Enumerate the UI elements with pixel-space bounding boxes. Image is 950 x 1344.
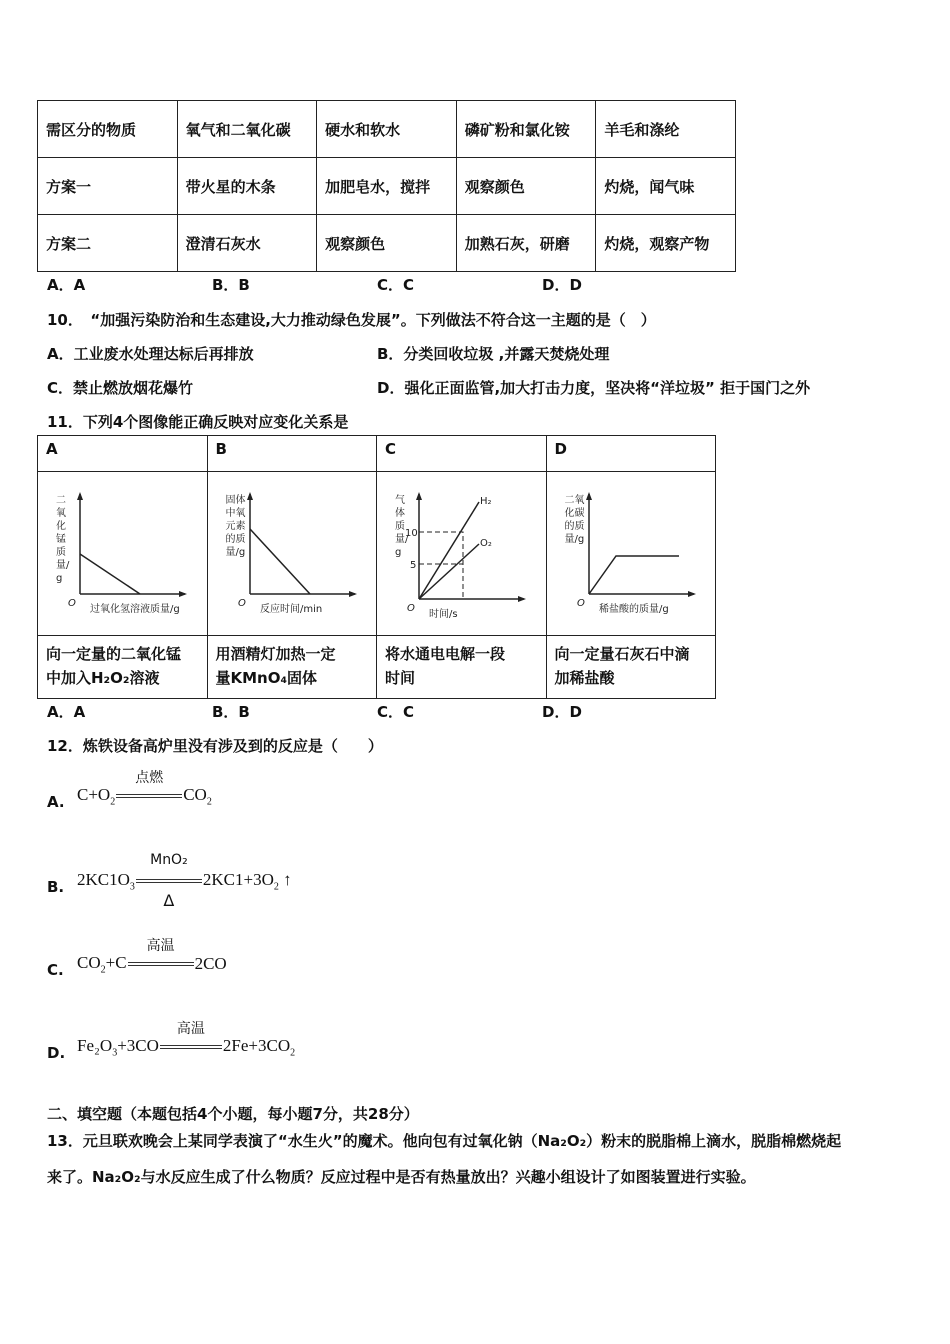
q9-option-a: A．A — [47, 276, 86, 294]
y-tick: 10 — [405, 528, 418, 539]
chart-cell — [377, 472, 547, 636]
chart-cell — [207, 472, 377, 636]
reactants — [77, 870, 135, 892]
q11-option-a: A．A — [47, 703, 86, 721]
table-cell: 方案二 — [38, 215, 178, 272]
data-line — [250, 529, 310, 594]
reaction-arrow — [160, 1021, 222, 1057]
reactants — [77, 1036, 159, 1058]
series-label-h2: H₂ — [480, 496, 492, 507]
reaction-condition: 点燃 — [135, 770, 164, 787]
equals-sign — [136, 879, 202, 883]
chart-description — [38, 636, 208, 699]
table-row — [38, 158, 736, 215]
q12-option-b-label: B. — [47, 878, 65, 896]
q12-option-a-label: A. — [47, 793, 65, 811]
y-tick: 5 — [410, 560, 417, 571]
x-axis-label: 稀盐酸的质量/g — [598, 604, 669, 615]
product-text: 2KC1+3O — [202, 870, 274, 889]
q9-option-d: D．D — [542, 276, 582, 294]
equals-sign — [160, 1045, 222, 1049]
reaction-arrow — [116, 770, 182, 806]
table-cell: 磷矿粉和氯化铵 — [456, 101, 596, 158]
table-cell: 带火星的木条 — [177, 158, 317, 215]
q12-stem: 12．炼铁设备高炉里没有涉及到的反应是（ ） — [47, 737, 383, 755]
q13-line-1: 13．元旦联欢晚会上某同学表演了“水生火”的魔术。他向包有过氧化钠（Na₂O₂）粉末的脱脂棉上滴水，脱脂棉燃烧起 — [47, 1132, 842, 1150]
reaction-condition-bottom: Δ — [163, 891, 175, 911]
table-cell: 氧气和二氧化碳 — [177, 101, 317, 158]
q10-option-c: C．禁止燃放烟花爆竹 — [47, 379, 194, 397]
q11-stem: 11．下列4个图像能正确反映对应变化关系是 — [47, 413, 349, 431]
chart-cell — [546, 472, 716, 636]
arrow-heads — [586, 492, 696, 597]
equation-a — [77, 770, 212, 808]
reactant-text: +C — [105, 953, 127, 972]
axes — [589, 494, 694, 594]
arrow-heads — [77, 492, 187, 597]
reaction-arrow — [136, 852, 202, 911]
subscript: 3 — [112, 1047, 118, 1059]
subscript: 2 — [273, 881, 279, 893]
table-cell: 观察颜色 — [317, 215, 457, 272]
q11-table — [37, 435, 716, 699]
origin-label: O — [237, 598, 246, 609]
chart-wrapper — [40, 474, 200, 632]
product-text: 2CO — [194, 954, 227, 974]
origin-label: O — [68, 598, 76, 609]
q10-option-a: A．工业废水处理达标后再排放 — [47, 345, 254, 363]
table-cell: 羊毛和涤纶 — [596, 101, 736, 158]
description-line: 量KMnO₄固体 — [215, 669, 318, 687]
axes — [250, 494, 355, 594]
subscript: 3 — [129, 881, 135, 893]
table-cell: 需区分的物质 — [38, 101, 178, 158]
chart-wrapper — [549, 474, 709, 632]
products — [203, 870, 292, 892]
reactants — [77, 953, 127, 975]
reactant-text: +3CO — [117, 1036, 159, 1055]
data-line — [80, 554, 140, 594]
table-cell: 硬水和软水 — [317, 101, 457, 158]
y-axis-label: 固体中氧元素的质量/g — [225, 495, 246, 558]
table-cell: 灼烧，闻气味 — [596, 158, 736, 215]
chart-header-c: C — [377, 436, 547, 472]
chart-description — [546, 636, 716, 699]
reactant-text: Fe₂O — [77, 1036, 113, 1055]
subscript: 2 — [110, 796, 116, 808]
table-row — [38, 101, 736, 158]
products — [183, 785, 212, 807]
q11-option-b: B．B — [212, 703, 250, 721]
equation-d — [77, 1021, 296, 1059]
table-cell: 加肥皂水，搅拌 — [317, 158, 457, 215]
chart-header-a: A — [38, 436, 208, 472]
q9-option-b: B．B — [212, 276, 250, 294]
chart-description — [377, 636, 547, 699]
data-line — [589, 556, 679, 594]
description-line: 中加入H₂O₂溶液 — [46, 669, 160, 687]
chart-wrapper — [210, 474, 370, 632]
reaction-condition: 高温 — [146, 938, 175, 955]
q9-option-c: C．C — [377, 276, 415, 294]
x-axis-label: 反应时间/min — [259, 604, 322, 615]
q12-option-d-label: D. — [47, 1044, 66, 1062]
reaction-arrow — [128, 938, 194, 974]
description-line: 将水通电电解一段 — [385, 645, 506, 663]
origin-label: O — [576, 598, 585, 609]
table-cell: 方案一 — [38, 158, 178, 215]
product-text: 2Fe+3CO — [222, 1036, 291, 1055]
q10-option-d: D．强化正面监管,加大打击力度，坚决将“洋垃圾” 拒于国门之外 — [377, 379, 811, 397]
gas-arrow: ↑ — [278, 870, 292, 889]
origin-label: O — [407, 603, 415, 614]
q10-stem: 10． “加强污染防治和生态建设,大力推动绿色发展”。下列做法不符合这一主题的是（ ） — [47, 311, 656, 329]
table-cell: 澄清石灰水 — [177, 215, 317, 272]
x-axis-label: 时间/s — [429, 609, 458, 620]
subscript: 2 — [206, 796, 212, 808]
product-text: CO — [183, 785, 207, 804]
section-2-heading: 二、填空题（本题包括4个小题，每小题7分，共28分） — [47, 1105, 419, 1123]
reactants — [77, 785, 115, 807]
chart-wrapper — [379, 474, 539, 632]
description-line: 用酒精灯加热一定 — [215, 645, 336, 663]
reaction-condition: 高温 — [176, 1021, 205, 1038]
description-line: 加稀盐酸 — [554, 669, 615, 687]
products — [195, 954, 227, 974]
table-cell: 加熟石灰，研磨 — [456, 215, 596, 272]
reactant-text: CO — [77, 953, 101, 972]
equation-c — [77, 938, 227, 976]
table-cell: 观察颜色 — [456, 158, 596, 215]
description-line: 时间 — [385, 669, 416, 687]
subscript: 2 — [100, 964, 106, 976]
description-line: 向一定量石灰石中滴 — [554, 645, 690, 663]
q13-line-2: 来了。Na₂O₂与水反应生成了什么物质？反应过程中是否有热量放出？兴趣小组设计了如图装置进行实验。 — [47, 1168, 756, 1186]
axes — [419, 494, 524, 599]
q11-option-d: D．D — [542, 703, 582, 721]
q12-option-c-label: C. — [47, 961, 64, 979]
arrow-heads — [416, 492, 526, 602]
equals-sign — [128, 962, 194, 966]
subscript: 2 — [290, 1047, 296, 1059]
reactant-text: 2KC1O — [77, 870, 130, 889]
chart-cell — [38, 472, 208, 636]
chart-header-d: D — [546, 436, 716, 472]
products — [223, 1036, 295, 1058]
reaction-condition: MnO₂ — [150, 852, 188, 869]
chart-header-b: B — [207, 436, 377, 472]
h2-line — [419, 502, 479, 599]
table-cell: 灼烧，观察产物 — [596, 215, 736, 272]
reactant-text: C+O — [77, 785, 111, 804]
equation-b — [77, 852, 292, 911]
y-axis-label: 二氧化碳的质量/g — [564, 495, 585, 545]
y-axis-label: 气体质量/g — [395, 495, 409, 558]
o2-line — [419, 544, 479, 599]
series-label-o2: O₂ — [480, 538, 492, 549]
chart-description — [207, 636, 377, 699]
equals-sign — [116, 794, 182, 798]
x-axis-label: 过氧化氢溶液质量/g — [90, 604, 180, 615]
y-axis-label: 二氧化锰质量/g — [56, 495, 70, 584]
axes — [80, 494, 185, 594]
table-row — [38, 215, 736, 272]
q9-table — [37, 100, 736, 272]
description-line: 向一定量的二氧化锰 — [46, 645, 182, 663]
q11-option-c: C．C — [377, 703, 415, 721]
q10-option-b: B．分类回收垃圾 ,并露天焚烧处理 — [377, 345, 610, 363]
